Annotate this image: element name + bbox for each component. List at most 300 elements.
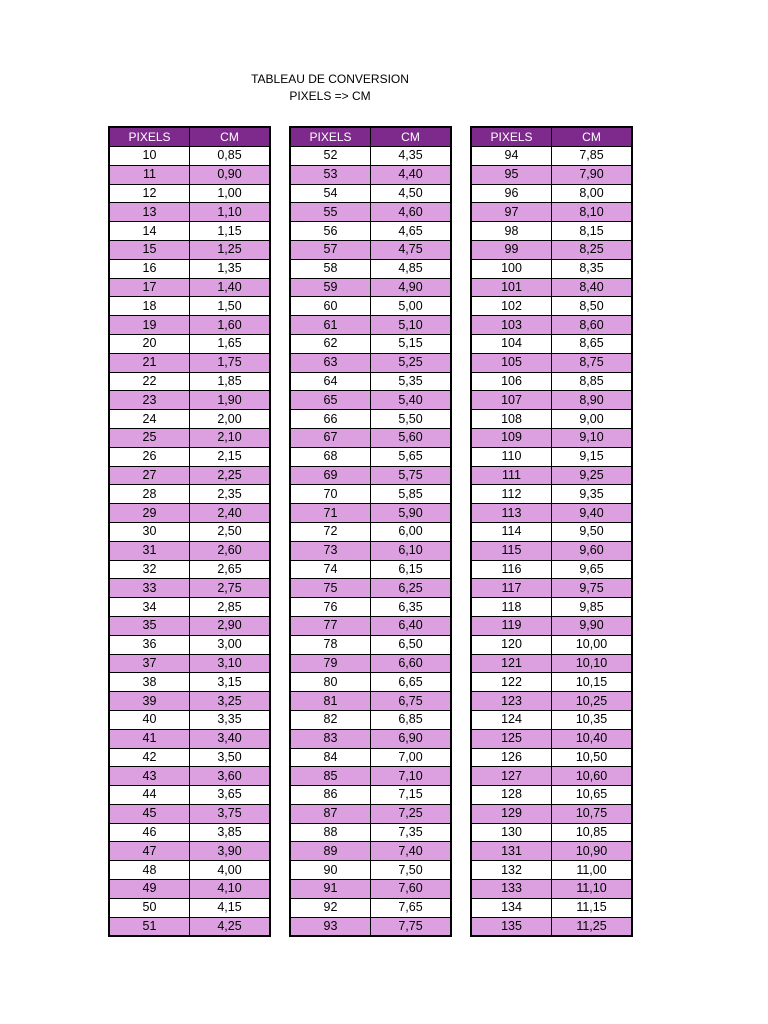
- cell-cm: 2,10: [190, 428, 271, 447]
- cell-cm: 2,40: [190, 504, 271, 523]
- cell-cm: 3,50: [190, 748, 271, 767]
- cell-cm: 10,50: [552, 748, 633, 767]
- table-row: [109, 598, 270, 617]
- table-row: [290, 804, 451, 823]
- cell-cm: 1,40: [190, 278, 271, 297]
- cell-cm: 4,60: [371, 203, 452, 222]
- table-row: [109, 240, 270, 259]
- cell-cm: 2,65: [190, 560, 271, 579]
- cell-pixels: 72: [290, 522, 371, 541]
- cell-pixels: 70: [290, 485, 371, 504]
- table-row: [109, 184, 270, 203]
- cell-pixels: 48: [109, 861, 190, 880]
- table-row: [109, 372, 270, 391]
- table-row: [471, 616, 632, 635]
- table-row: [471, 428, 632, 447]
- table-row: [109, 428, 270, 447]
- cell-pixels: 74: [290, 560, 371, 579]
- cell-cm: 7,15: [371, 786, 452, 805]
- cell-cm: 5,50: [371, 410, 452, 429]
- table-row: [109, 447, 270, 466]
- cell-cm: 6,50: [371, 635, 452, 654]
- table-row: [109, 504, 270, 523]
- table-row: [471, 297, 632, 316]
- title-line-2: PIXELS => CM: [289, 89, 371, 103]
- cell-cm: 9,25: [552, 466, 633, 485]
- cell-pixels: 12: [109, 184, 190, 203]
- cell-pixels: 105: [471, 353, 552, 372]
- table-row: [290, 297, 451, 316]
- cell-cm: 1,10: [190, 203, 271, 222]
- table-row: [290, 240, 451, 259]
- cell-cm: 3,65: [190, 786, 271, 805]
- cell-cm: 9,65: [552, 560, 633, 579]
- cell-pixels: 131: [471, 842, 552, 861]
- table-row: [109, 673, 270, 692]
- cell-pixels: 80: [290, 673, 371, 692]
- cell-pixels: 41: [109, 729, 190, 748]
- table-row: [290, 842, 451, 861]
- cell-pixels: 93: [290, 917, 371, 936]
- cell-pixels: 116: [471, 560, 552, 579]
- cell-pixels: 89: [290, 842, 371, 861]
- cell-cm: 9,40: [552, 504, 633, 523]
- cell-cm: 3,00: [190, 635, 271, 654]
- cell-cm: 4,35: [371, 147, 452, 166]
- cell-pixels: 112: [471, 485, 552, 504]
- table-row: [109, 147, 270, 166]
- cell-pixels: 94: [471, 147, 552, 166]
- cell-cm: 6,25: [371, 579, 452, 598]
- cell-pixels: 115: [471, 541, 552, 560]
- cell-cm: 5,90: [371, 504, 452, 523]
- cell-pixels: 61: [290, 316, 371, 335]
- table-row: [290, 278, 451, 297]
- cell-cm: 6,35: [371, 598, 452, 617]
- cell-cm: 3,60: [190, 767, 271, 786]
- cell-pixels: 130: [471, 823, 552, 842]
- cell-cm: 4,90: [371, 278, 452, 297]
- cell-cm: 10,10: [552, 654, 633, 673]
- cell-cm: 6,40: [371, 616, 452, 635]
- cell-cm: 4,50: [371, 184, 452, 203]
- cell-pixels: 55: [290, 203, 371, 222]
- cell-cm: 3,25: [190, 692, 271, 711]
- cell-pixels: 122: [471, 673, 552, 692]
- table-row: [109, 485, 270, 504]
- table-row: [290, 147, 451, 166]
- cell-pixels: 82: [290, 710, 371, 729]
- cell-pixels: 95: [471, 165, 552, 184]
- table-row: [471, 147, 632, 166]
- table-row: [290, 654, 451, 673]
- table-row: [471, 203, 632, 222]
- cell-cm: 8,50: [552, 297, 633, 316]
- table-row: [471, 598, 632, 617]
- cell-pixels: 38: [109, 673, 190, 692]
- cell-pixels: 11: [109, 165, 190, 184]
- cell-pixels: 56: [290, 222, 371, 241]
- table-row: [109, 635, 270, 654]
- cell-pixels: 43: [109, 767, 190, 786]
- table-row: [290, 710, 451, 729]
- cell-pixels: 36: [109, 635, 190, 654]
- table-row: [109, 767, 270, 786]
- cell-pixels: 60: [290, 297, 371, 316]
- cell-cm: 10,40: [552, 729, 633, 748]
- table-row: [290, 898, 451, 917]
- cell-cm: 2,90: [190, 616, 271, 635]
- cell-pixels: 28: [109, 485, 190, 504]
- table-header-row: [290, 127, 451, 147]
- cell-cm: 11,15: [552, 898, 633, 917]
- cell-cm: 11,10: [552, 880, 633, 899]
- table-row: [290, 692, 451, 711]
- table-row: [109, 316, 270, 335]
- cell-pixels: 15: [109, 240, 190, 259]
- table-row: [471, 861, 632, 880]
- cell-cm: 7,25: [371, 804, 452, 823]
- cell-cm: 10,25: [552, 692, 633, 711]
- cell-cm: 5,40: [371, 391, 452, 410]
- table-row: [290, 673, 451, 692]
- cell-cm: 1,75: [190, 353, 271, 372]
- cell-cm: 10,00: [552, 635, 633, 654]
- table-row: [290, 861, 451, 880]
- cell-pixels: 30: [109, 522, 190, 541]
- cell-pixels: 58: [290, 259, 371, 278]
- table-row: [290, 334, 451, 353]
- cell-cm: 1,00: [190, 184, 271, 203]
- cell-cm: 4,75: [371, 240, 452, 259]
- cell-pixels: 83: [290, 729, 371, 748]
- table-row: [290, 616, 451, 635]
- table-row: [471, 692, 632, 711]
- cell-pixels: 66: [290, 410, 371, 429]
- table-row: [109, 898, 270, 917]
- table-row: [109, 692, 270, 711]
- cell-pixels: 32: [109, 560, 190, 579]
- cell-pixels: 17: [109, 278, 190, 297]
- cell-pixels: 100: [471, 259, 552, 278]
- cell-pixels: 118: [471, 598, 552, 617]
- cell-cm: 4,85: [371, 259, 452, 278]
- cell-cm: 10,15: [552, 673, 633, 692]
- cell-pixels: 128: [471, 786, 552, 805]
- table-row: [290, 522, 451, 541]
- cell-cm: 5,10: [371, 316, 452, 335]
- table-header-row: [109, 127, 270, 147]
- cell-pixels: 87: [290, 804, 371, 823]
- cell-cm: 7,40: [371, 842, 452, 861]
- cell-cm: 2,75: [190, 579, 271, 598]
- cell-pixels: 134: [471, 898, 552, 917]
- cell-pixels: 127: [471, 767, 552, 786]
- table-row: [109, 579, 270, 598]
- cell-pixels: 50: [109, 898, 190, 917]
- cell-pixels: 133: [471, 880, 552, 899]
- table-row: [290, 391, 451, 410]
- header-pixels: PIXELS: [109, 127, 190, 147]
- table-row: [471, 880, 632, 899]
- cell-pixels: 18: [109, 297, 190, 316]
- cell-cm: 3,85: [190, 823, 271, 842]
- cell-pixels: 85: [290, 767, 371, 786]
- table-header-row: [471, 127, 632, 147]
- cell-pixels: 78: [290, 635, 371, 654]
- cell-cm: 4,25: [190, 917, 271, 936]
- cell-cm: 9,50: [552, 522, 633, 541]
- conversion-table-1: [108, 126, 271, 937]
- table-row: [290, 428, 451, 447]
- cell-cm: 8,85: [552, 372, 633, 391]
- cell-pixels: 46: [109, 823, 190, 842]
- table-row: [471, 372, 632, 391]
- header-pixels: PIXELS: [471, 127, 552, 147]
- cell-pixels: 47: [109, 842, 190, 861]
- table-row: [109, 842, 270, 861]
- header-cm: CM: [371, 127, 452, 147]
- cell-pixels: 92: [290, 898, 371, 917]
- cell-pixels: 39: [109, 692, 190, 711]
- cell-pixels: 88: [290, 823, 371, 842]
- table-row: [109, 541, 270, 560]
- cell-cm: 0,85: [190, 147, 271, 166]
- table-row: [109, 297, 270, 316]
- cell-cm: 10,35: [552, 710, 633, 729]
- header-cm: CM: [552, 127, 633, 147]
- table-row: [109, 861, 270, 880]
- cell-pixels: 53: [290, 165, 371, 184]
- table-row: [290, 410, 451, 429]
- cell-pixels: 26: [109, 447, 190, 466]
- table-row: [290, 504, 451, 523]
- cell-pixels: 31: [109, 541, 190, 560]
- cell-pixels: 67: [290, 428, 371, 447]
- cell-pixels: 63: [290, 353, 371, 372]
- cell-cm: 2,00: [190, 410, 271, 429]
- table-row: [109, 560, 270, 579]
- table-row: [471, 823, 632, 842]
- cell-cm: 9,35: [552, 485, 633, 504]
- table-row: [109, 222, 270, 241]
- cell-pixels: 91: [290, 880, 371, 899]
- cell-pixels: 76: [290, 598, 371, 617]
- cell-cm: 9,00: [552, 410, 633, 429]
- conversion-table-2: [289, 126, 452, 937]
- cell-pixels: 124: [471, 710, 552, 729]
- cell-pixels: 84: [290, 748, 371, 767]
- cell-pixels: 45: [109, 804, 190, 823]
- cell-pixels: 135: [471, 917, 552, 936]
- cell-cm: 10,85: [552, 823, 633, 842]
- cell-pixels: 23: [109, 391, 190, 410]
- cell-pixels: 129: [471, 804, 552, 823]
- cell-cm: 7,90: [552, 165, 633, 184]
- cell-cm: 8,00: [552, 184, 633, 203]
- cell-pixels: 125: [471, 729, 552, 748]
- table-row: [109, 880, 270, 899]
- cell-cm: 4,10: [190, 880, 271, 899]
- cell-pixels: 111: [471, 466, 552, 485]
- cell-pixels: 103: [471, 316, 552, 335]
- table-row: [109, 259, 270, 278]
- cell-pixels: 69: [290, 466, 371, 485]
- table-row: [471, 748, 632, 767]
- table-row: [290, 353, 451, 372]
- table-row: [471, 447, 632, 466]
- table-row: [109, 391, 270, 410]
- table-row: [290, 222, 451, 241]
- table-row: [109, 786, 270, 805]
- cell-pixels: 96: [471, 184, 552, 203]
- cell-pixels: 44: [109, 786, 190, 805]
- table-row: [471, 240, 632, 259]
- table-body: [471, 147, 632, 937]
- cell-pixels: 119: [471, 616, 552, 635]
- cell-pixels: 10: [109, 147, 190, 166]
- cell-cm: 1,15: [190, 222, 271, 241]
- cell-pixels: 97: [471, 203, 552, 222]
- table-row: [471, 729, 632, 748]
- table-row: [290, 917, 451, 936]
- cell-cm: 8,40: [552, 278, 633, 297]
- table-row: [471, 898, 632, 917]
- cell-cm: 6,10: [371, 541, 452, 560]
- cell-cm: 9,10: [552, 428, 633, 447]
- table-row: [471, 259, 632, 278]
- table-body: [109, 147, 270, 937]
- table-row: [109, 165, 270, 184]
- header-pixels: PIXELS: [290, 127, 371, 147]
- cell-cm: 2,35: [190, 485, 271, 504]
- cell-cm: 7,00: [371, 748, 452, 767]
- cell-pixels: 73: [290, 541, 371, 560]
- cell-cm: 11,00: [552, 861, 633, 880]
- cell-pixels: 109: [471, 428, 552, 447]
- cell-pixels: 24: [109, 410, 190, 429]
- table-row: [471, 673, 632, 692]
- table-row: [109, 729, 270, 748]
- table-row: [109, 522, 270, 541]
- cell-cm: 10,90: [552, 842, 633, 861]
- cell-pixels: 25: [109, 428, 190, 447]
- table-row: [471, 278, 632, 297]
- table-row: [109, 203, 270, 222]
- cell-cm: 1,35: [190, 259, 271, 278]
- table-row: [471, 353, 632, 372]
- cell-pixels: 14: [109, 222, 190, 241]
- cell-cm: 6,90: [371, 729, 452, 748]
- cell-cm: 7,60: [371, 880, 452, 899]
- cell-pixels: 57: [290, 240, 371, 259]
- table-row: [471, 917, 632, 936]
- cell-pixels: 101: [471, 278, 552, 297]
- cell-pixels: 71: [290, 504, 371, 523]
- cell-pixels: 77: [290, 616, 371, 635]
- cell-cm: 10,65: [552, 786, 633, 805]
- table-row: [471, 579, 632, 598]
- cell-cm: 7,50: [371, 861, 452, 880]
- table-row: [471, 710, 632, 729]
- cell-pixels: 35: [109, 616, 190, 635]
- cell-pixels: 33: [109, 579, 190, 598]
- cell-cm: 2,25: [190, 466, 271, 485]
- cell-pixels: 27: [109, 466, 190, 485]
- cell-cm: 10,60: [552, 767, 633, 786]
- cell-cm: 5,60: [371, 428, 452, 447]
- cell-pixels: 117: [471, 579, 552, 598]
- cell-pixels: 20: [109, 334, 190, 353]
- cell-pixels: 54: [290, 184, 371, 203]
- cell-pixels: 62: [290, 334, 371, 353]
- cell-cm: 5,25: [371, 353, 452, 372]
- cell-cm: 6,65: [371, 673, 452, 692]
- cell-cm: 1,25: [190, 240, 271, 259]
- table-row: [290, 259, 451, 278]
- document-title: [230, 71, 430, 105]
- cell-cm: 7,65: [371, 898, 452, 917]
- cell-cm: 2,15: [190, 447, 271, 466]
- table-row: [290, 880, 451, 899]
- cell-cm: 6,75: [371, 692, 452, 711]
- cell-cm: 7,85: [552, 147, 633, 166]
- cell-cm: 7,35: [371, 823, 452, 842]
- table-row: [471, 222, 632, 241]
- cell-pixels: 19: [109, 316, 190, 335]
- conversion-table-3: [470, 126, 633, 937]
- cell-pixels: 34: [109, 598, 190, 617]
- cell-pixels: 29: [109, 504, 190, 523]
- cell-cm: 4,00: [190, 861, 271, 880]
- table-row: [471, 504, 632, 523]
- table-row: [471, 165, 632, 184]
- table-row: [109, 654, 270, 673]
- cell-cm: 5,75: [371, 466, 452, 485]
- cell-cm: 8,35: [552, 259, 633, 278]
- cell-cm: 8,10: [552, 203, 633, 222]
- cell-pixels: 86: [290, 786, 371, 805]
- cell-pixels: 114: [471, 522, 552, 541]
- cell-cm: 3,75: [190, 804, 271, 823]
- cell-pixels: 108: [471, 410, 552, 429]
- table-row: [471, 635, 632, 654]
- cell-cm: 3,40: [190, 729, 271, 748]
- table-row: [471, 391, 632, 410]
- cell-pixels: 75: [290, 579, 371, 598]
- cell-pixels: 49: [109, 880, 190, 899]
- cell-cm: 8,75: [552, 353, 633, 372]
- cell-cm: 11,25: [552, 917, 633, 936]
- cell-pixels: 51: [109, 917, 190, 936]
- cell-pixels: 121: [471, 654, 552, 673]
- table-body: [290, 147, 451, 937]
- table-row: [290, 372, 451, 391]
- cell-pixels: 65: [290, 391, 371, 410]
- table-row: [109, 804, 270, 823]
- table-row: [471, 522, 632, 541]
- table-row: [109, 917, 270, 936]
- cell-pixels: 106: [471, 372, 552, 391]
- cell-cm: 2,50: [190, 522, 271, 541]
- table-row: [290, 786, 451, 805]
- table-row: [109, 334, 270, 353]
- table-row: [471, 541, 632, 560]
- cell-cm: 3,35: [190, 710, 271, 729]
- table-row: [290, 598, 451, 617]
- table-row: [471, 842, 632, 861]
- table-row: [290, 729, 451, 748]
